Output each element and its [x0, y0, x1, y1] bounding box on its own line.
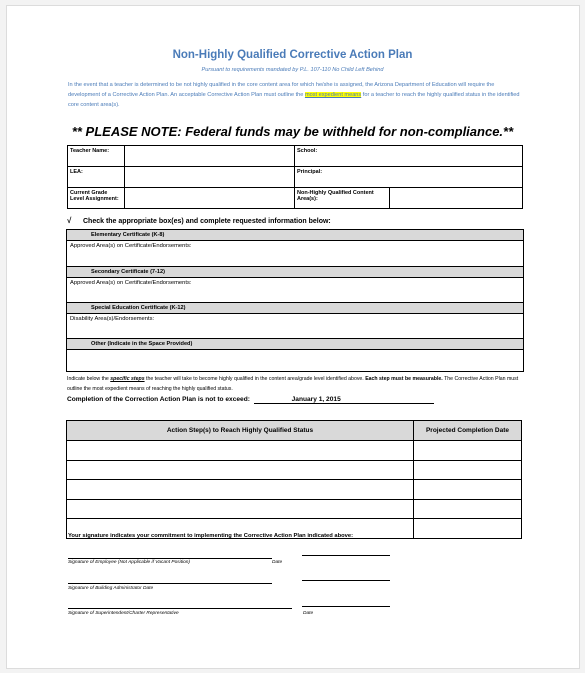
cert-head-special-ed[interactable]: Special Education Certificate (K-12)	[67, 302, 523, 313]
certificate-table	[66, 229, 524, 372]
intro-text-1: In the event that a teacher is determined to be not highly qualified in the core content area for which he/she is assigned, the Arizona Department of Education will require the development of a Corrective Action Plan. An acceptable Corrective Action Plan must outline the	[68, 82, 495, 98]
date-cell[interactable]	[414, 460, 522, 480]
completion-line	[67, 396, 434, 404]
page-title: Non-Highly Qualified Corrective Action Plan	[172, 49, 413, 61]
nhq-area-field[interactable]	[390, 188, 523, 209]
date-cell[interactable]	[414, 441, 522, 461]
cert-body-secondary[interactable]: Approved Area(s) on Certificate/Endorsements:	[67, 277, 523, 302]
action-step-cell[interactable]	[67, 499, 414, 519]
superintendent-date-label: Date	[303, 611, 314, 616]
grade-level-label: Current Grade Level Assignment:	[68, 188, 125, 209]
check-instruction-text: Check the appropriate box(es) and complete requested information below:	[83, 218, 331, 225]
check-instruction	[67, 216, 331, 225]
principal-label: Principal:	[297, 169, 323, 175]
steps-specific: specific steps	[110, 376, 145, 382]
superintendent-signature-line[interactable]	[68, 608, 292, 609]
intro-text-2: for a teacher to reach the highly qualified status in the identified core content area(s).	[68, 92, 520, 108]
admin-signature-label: Signature of Building Administrator Date	[68, 586, 154, 591]
steps-text-a: Indicate below the	[67, 376, 111, 382]
lea-field[interactable]	[125, 167, 295, 188]
intro-highlight: most expedient means	[304, 92, 362, 98]
table-row	[67, 499, 522, 519]
superintendent-date-line[interactable]	[302, 606, 390, 607]
grade-level-field[interactable]	[125, 188, 295, 209]
table-row	[67, 480, 522, 500]
steps-measurable: Each step must be measurable.	[365, 376, 443, 382]
action-step-cell[interactable]	[67, 460, 414, 480]
date-cell[interactable]	[414, 480, 522, 500]
completion-label: Completion of the Correction Action Plan is not to exceed:	[67, 396, 250, 403]
cert-head-other[interactable]: Other (Indicate in the Space Provided)	[67, 338, 523, 349]
teacher-name-label: Teacher Name:	[68, 146, 125, 167]
signature-intro: Your signature indicates your commitment to implementing the Corrective Action Plan indicated above:	[68, 533, 354, 539]
teacher-info-table	[67, 145, 523, 209]
employee-date-line[interactable]	[302, 555, 390, 556]
cert-head-elementary[interactable]: Elementary Certificate (K-8)	[67, 230, 523, 240]
steps-instruction	[67, 374, 527, 394]
nhq-area-label: Non-Highly Qualified Content Area(s):	[295, 188, 390, 209]
school-cell[interactable]	[295, 146, 523, 167]
compliance-note: ** PLEASE NOTE: Federal funds may be withheld for non-compliance.**	[71, 124, 514, 139]
table-row	[67, 460, 522, 480]
superintendent-signature-label: Signature of Superintendent/Charter Representative	[68, 611, 179, 616]
employee-signature-line[interactable]	[68, 558, 272, 559]
action-step-cell[interactable]	[67, 441, 414, 461]
checkmark-icon: √	[67, 216, 72, 225]
teacher-name-field[interactable]	[125, 146, 295, 167]
action-steps-header: Action Step(s) to Reach Highly Qualified Status	[67, 421, 414, 441]
date-cell[interactable]	[414, 519, 522, 539]
action-steps-table	[66, 420, 522, 539]
admin-signature-line[interactable]	[68, 583, 272, 584]
school-label: School:	[297, 148, 318, 154]
action-step-cell[interactable]	[67, 480, 414, 500]
steps-text-b: the teacher will take to become highly qualified in the content area/grade level identified above.	[144, 376, 366, 382]
steps-text-c: The Corrective Action Plan must outline the most expedient means of reaching the highly qualified status.	[67, 376, 519, 392]
lea-label: LEA:	[68, 167, 125, 188]
date-cell[interactable]	[414, 499, 522, 519]
admin-date-line[interactable]	[302, 580, 390, 581]
completion-date-header: Projected Completion Date	[414, 421, 522, 441]
intro-paragraph	[68, 80, 523, 110]
cert-body-other[interactable]	[67, 349, 523, 371]
cert-body-special-ed[interactable]: Disability Area(s)/Endorsements:	[67, 313, 523, 338]
table-row	[67, 441, 522, 461]
completion-date[interactable]: January 1, 2015	[254, 396, 434, 404]
cert-head-secondary[interactable]: Secondary Certificate (7-12)	[67, 266, 523, 277]
employee-date-label: Date	[272, 560, 283, 565]
cert-body-elementary[interactable]: Approved Area(s) on Certificate/Endorsements:	[67, 240, 523, 266]
employee-signature-label: Signature of Employee (Not Applicable if Vacant Position)	[68, 560, 191, 565]
principal-cell[interactable]	[295, 167, 523, 188]
page-subtitle: Pursuant to requirements mandated by P.L. 107-110 No Child Left Behind	[201, 67, 384, 73]
